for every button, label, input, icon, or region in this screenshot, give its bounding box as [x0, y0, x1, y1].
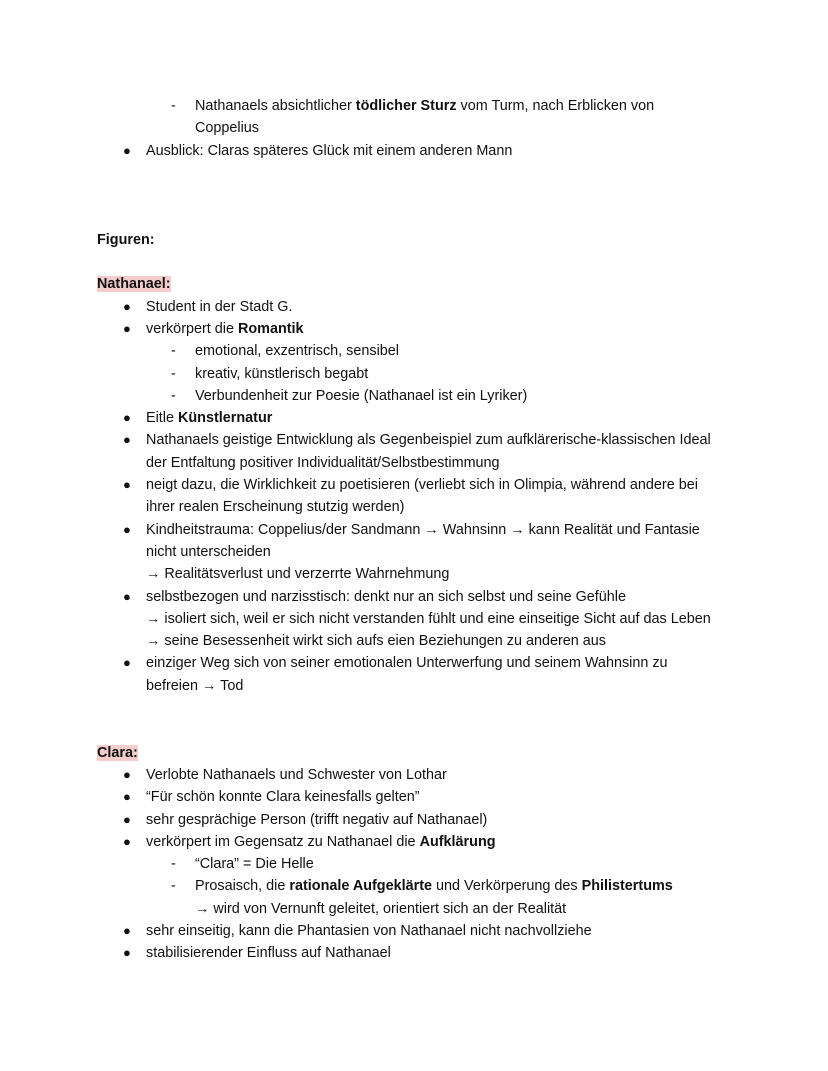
- blank-line: [0, 719, 828, 741]
- list-item: [0, 942, 828, 964]
- bullet-icon: ●: [123, 320, 131, 336]
- list-item: [0, 407, 828, 429]
- text-segment: vom Turm, nach Erblicken von: [456, 98, 655, 114]
- item-text: [146, 474, 698, 496]
- list-item: [0, 853, 828, 875]
- section-heading: [0, 742, 828, 764]
- text-segment: → Realitätsverlust und verzerrte Wahrnehmung: [146, 566, 450, 583]
- text-segment: Verlobte Nathanaels und Schwester von Lothar: [146, 766, 447, 783]
- list-item: [0, 764, 828, 786]
- text-segment: Nathanaels absichtlicher: [195, 98, 356, 114]
- bullet-icon: ●: [123, 521, 131, 537]
- text-segment: einziger Weg sich von seiner emotionalen Unterwerfung und seinem Wahnsinn zu: [146, 655, 668, 672]
- text-segment: sehr gesprächige Person (trifft negativ auf Nathanael): [146, 811, 488, 828]
- section-heading: [0, 229, 828, 251]
- list-item: [0, 296, 828, 318]
- bullet-icon: ●: [123, 588, 131, 604]
- item-text: [146, 675, 243, 697]
- bold-text: Aufklärung: [419, 833, 496, 850]
- heading-text: Figuren:: [97, 231, 155, 248]
- blank-line: [0, 697, 828, 719]
- item-text: [146, 586, 626, 608]
- bold-text: rationale Aufgeklärte: [289, 878, 433, 895]
- list-item: [0, 875, 828, 897]
- item-text: [195, 95, 654, 117]
- item-text: [195, 340, 399, 362]
- list-item-continuation: [0, 563, 828, 585]
- text-segment: Coppelius: [195, 120, 259, 137]
- item-text: [195, 875, 673, 897]
- bullet-icon: ●: [123, 410, 131, 426]
- bold-text: Romantik: [237, 320, 304, 337]
- list-item: [0, 363, 828, 385]
- list-item-continuation: [0, 117, 828, 139]
- item-text: [146, 809, 487, 831]
- list-item: [0, 920, 828, 942]
- list-item-continuation: [0, 608, 828, 630]
- text-segment: der Entfaltung positiver Individualität/Selbstbestimmung: [146, 454, 500, 471]
- list-item-continuation: [0, 496, 828, 518]
- item-text: [146, 652, 668, 674]
- text-segment: Nathanaels geistige Entwicklung als Gegenbeispiel zum aufklärerische-klassischen Ideal: [146, 432, 711, 449]
- list-item: [0, 318, 828, 340]
- list-item: [0, 652, 828, 674]
- heading-text: Nathanael:: [97, 276, 171, 293]
- list-item: [0, 586, 828, 608]
- dash-marker: -: [171, 98, 176, 114]
- text-segment: Verbundenheit zur Poesie (Nathanael ist ein Lyriker): [195, 387, 528, 404]
- dash-marker: -: [171, 856, 176, 873]
- list-item: [0, 140, 828, 162]
- text-segment: sehr einseitig, kann die Phantasien von Nathanael nicht nachvollziehe: [146, 922, 592, 939]
- item-text: [146, 786, 420, 808]
- bullet-icon: ●: [123, 811, 131, 827]
- item-text: [146, 764, 447, 786]
- text-segment: “Clara” = Die Helle: [195, 856, 314, 873]
- bold-text: Philistertums: [581, 878, 673, 895]
- document-page: [0, 95, 828, 965]
- bullet-icon: ●: [123, 142, 131, 158]
- item-text: [195, 385, 527, 407]
- text-segment: emotional, exzentrisch, sensibel: [195, 343, 399, 360]
- list-item: [0, 786, 828, 808]
- bullet-icon: ●: [123, 922, 131, 938]
- list-item-continuation: [0, 630, 828, 652]
- list-item-continuation: [0, 675, 828, 697]
- bullet-icon: ●: [123, 833, 131, 849]
- dash-marker: -: [171, 878, 176, 895]
- text-segment: verkörpert die: [146, 320, 238, 337]
- section-heading: [0, 273, 828, 295]
- dash-marker: -: [171, 343, 176, 360]
- text-segment: Student in der Stadt G.: [146, 298, 293, 315]
- bold-text: Künstlernatur: [178, 410, 273, 427]
- item-text: [146, 563, 449, 585]
- text-segment: ihrer realen Erscheinung stutzig werden): [146, 499, 405, 516]
- list-item: [0, 95, 828, 117]
- bullet-icon: ●: [123, 766, 131, 782]
- item-text: [195, 117, 259, 139]
- item-text: [146, 318, 304, 340]
- bullet-icon: ●: [123, 945, 131, 961]
- text-segment: befreien → Tod: [146, 677, 244, 694]
- list-item-continuation: [0, 452, 828, 474]
- bullet-icon: ●: [123, 789, 131, 805]
- text-segment: selbstbezogen und narzisstisch: denkt nur an sich selbst und seine Gefühle: [146, 588, 626, 605]
- text-segment: Ausblick: Claras späteres Glück mit einem anderen Mann: [146, 142, 513, 159]
- text-segment: Prosaisch, die: [195, 878, 290, 895]
- text-segment: “Für schön konnte Clara keinesfalls gelten”: [146, 789, 420, 806]
- text-segment: verkörpert im Gegensatz zu Nathanael die: [146, 833, 420, 850]
- bullet-icon: ●: [123, 477, 131, 493]
- list-item: [0, 809, 828, 831]
- item-text: [146, 519, 700, 541]
- item-text: [146, 496, 404, 518]
- bullet-icon: ●: [123, 432, 131, 448]
- heading-text: Clara:: [97, 744, 138, 761]
- text-segment: stabilisierender Einfluss auf Nathanael: [146, 945, 391, 962]
- item-text: [146, 407, 272, 429]
- item-text: [146, 831, 496, 853]
- text-segment: → isoliert sich, weil er sich nicht verstanden fühlt und eine einseitige Sicht auf das Leben: [146, 610, 711, 627]
- text-segment: und Verkörperung des: [432, 878, 582, 895]
- item-text: [146, 296, 292, 318]
- list-item: [0, 385, 828, 407]
- item-text: [195, 853, 314, 875]
- item-text: [146, 140, 512, 162]
- item-text: [146, 429, 711, 451]
- item-text: [146, 608, 711, 630]
- blank-line: [0, 251, 828, 273]
- blank-line: [0, 184, 828, 206]
- text-segment: Eitle: [146, 410, 178, 427]
- item-text: [146, 452, 500, 474]
- list-item: [0, 831, 828, 853]
- text-segment: → wird von Vernunft geleitet, orientiert sich an der Realität: [195, 900, 567, 917]
- bullet-icon: ●: [123, 298, 131, 314]
- item-text: [146, 630, 606, 652]
- list-item-continuation: [0, 898, 828, 920]
- item-text: [146, 942, 391, 964]
- text-segment: kreativ, künstlerisch begabt: [195, 365, 369, 382]
- text-segment: → seine Besessenheit wirkt sich aufs eien Beziehungen zu anderen aus: [146, 633, 606, 650]
- text-segment: Kindheitstrauma: Coppelius/der Sandmann → Wahnsinn → kann Realität und Fantasie: [146, 521, 700, 538]
- list-item: [0, 340, 828, 362]
- item-text: [146, 541, 271, 563]
- bold-text: tödlicher Sturz: [355, 98, 457, 114]
- list-item: [0, 429, 828, 451]
- list-item: [0, 519, 828, 541]
- blank-line: [0, 162, 828, 184]
- item-text: [195, 363, 368, 385]
- item-text: [195, 898, 566, 920]
- blank-line: [0, 206, 828, 228]
- item-text: [146, 920, 592, 942]
- dash-marker: -: [171, 365, 176, 382]
- dash-marker: -: [171, 387, 176, 404]
- text-segment: neigt dazu, die Wirklichkeit zu poetisieren (verliebt sich in Olimpia, während andere bei: [146, 477, 698, 494]
- list-item-continuation: [0, 541, 828, 563]
- list-item: [0, 474, 828, 496]
- text-segment: nicht unterscheiden: [146, 543, 271, 560]
- bullet-icon: ●: [123, 655, 131, 671]
